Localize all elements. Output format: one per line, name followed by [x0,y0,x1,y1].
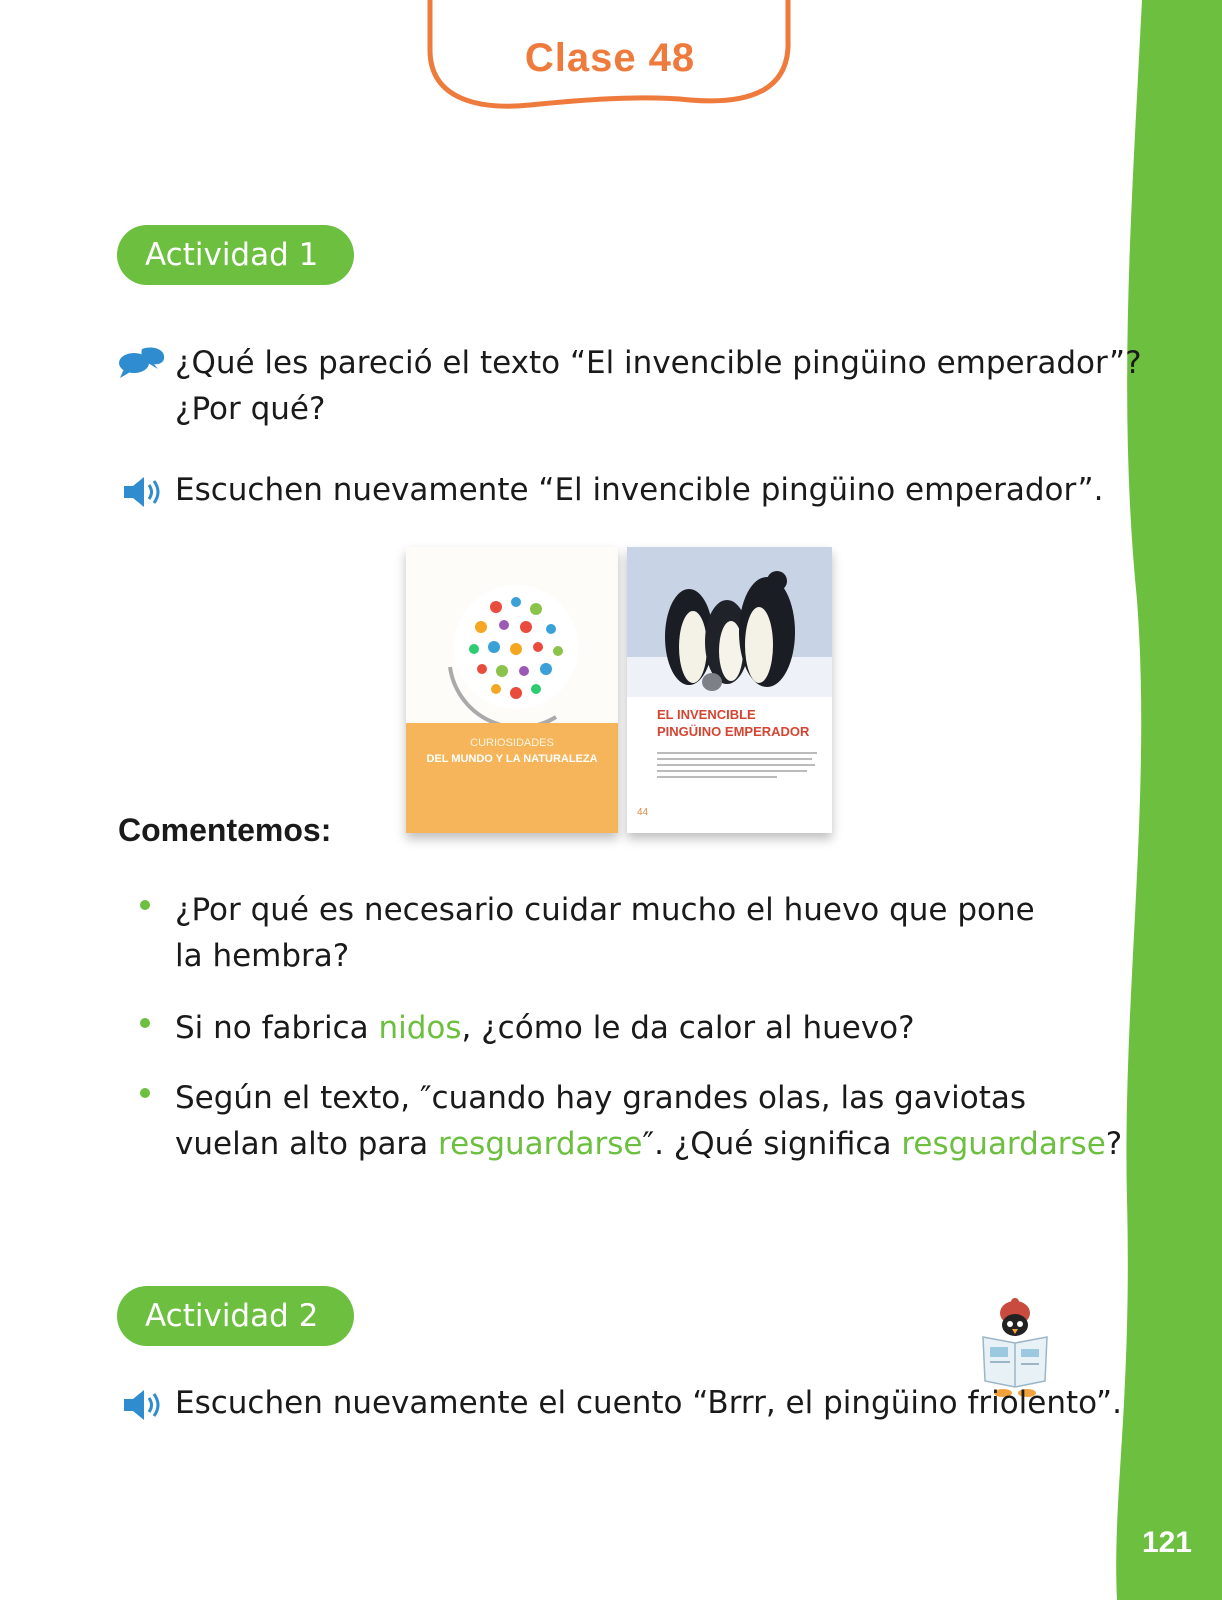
comment-q2 [175,1005,915,1051]
q3-text-a: vuelan alto para [175,1126,439,1162]
speaker-icon [122,475,164,509]
question-line-1: ¿Qué les pareció el texto “El invencible pingüino emperador”? [175,345,1142,381]
q3-highlight-1: resguardarse [438,1126,643,1162]
activity-1-label: Actividad 1 [117,225,354,285]
q2-text-b: , ¿cómo le da calor al huevo? [461,1010,915,1046]
bullet-1 [140,900,150,910]
cover-title-line-2: DEL MUNDO Y LA NATURALEZA [426,753,598,765]
page-number-small: 44 [637,807,649,818]
comment-q1-line-2: la hembra? [175,938,350,974]
comment-q3-line-2 [175,1121,1122,1167]
q3-text-c: ? [1105,1126,1123,1162]
listen-instruction-1: Escuchen nuevamente “El invencible pingüino emperador”. [175,472,1104,508]
comment-q1-line-1: ¿Por qué es necesario cuidar mucho el huevo que pone [175,892,1035,928]
bullet-3 [140,1088,150,1098]
q2-highlight-nidos: nidos [378,1010,462,1046]
activity-2-label: Actividad 2 [117,1286,354,1346]
book-cover-image [406,547,618,833]
page-body-text [657,752,817,786]
listen-instruction-2: Escuchen nuevamente el cuento “Brrr, el pingüino friolento”. [175,1385,1122,1421]
speaker-icon [122,1388,164,1422]
q3-highlight-2: resguardarse [901,1126,1106,1162]
bullet-2 [140,1018,150,1028]
q2-text-a: Si no fabrica [175,1010,379,1046]
side-band [1112,0,1222,1600]
comentemos-heading: Comentemos: [118,812,332,848]
q3-text-b: ″. ¿Qué significa [642,1126,902,1162]
question-line-2: ¿Por qué? [175,391,326,427]
page-title: Clase 48 [524,36,696,80]
cover-title-line-1: CURIOSIDADES [470,737,554,749]
speech-bubbles-icon [118,345,168,379]
comment-q3-line-1: Según el texto, ″cuando hay grandes olas, las gaviotas [175,1080,1027,1116]
page-number: 121 [1141,1526,1192,1559]
page-title-line-2: PINGÜINO EMPERADOR [657,724,810,739]
penguins-photo [627,547,832,697]
globe-illustration [406,547,618,833]
book-page-image [627,547,832,833]
page-title-line-1: EL INVENCIBLE [657,707,756,722]
